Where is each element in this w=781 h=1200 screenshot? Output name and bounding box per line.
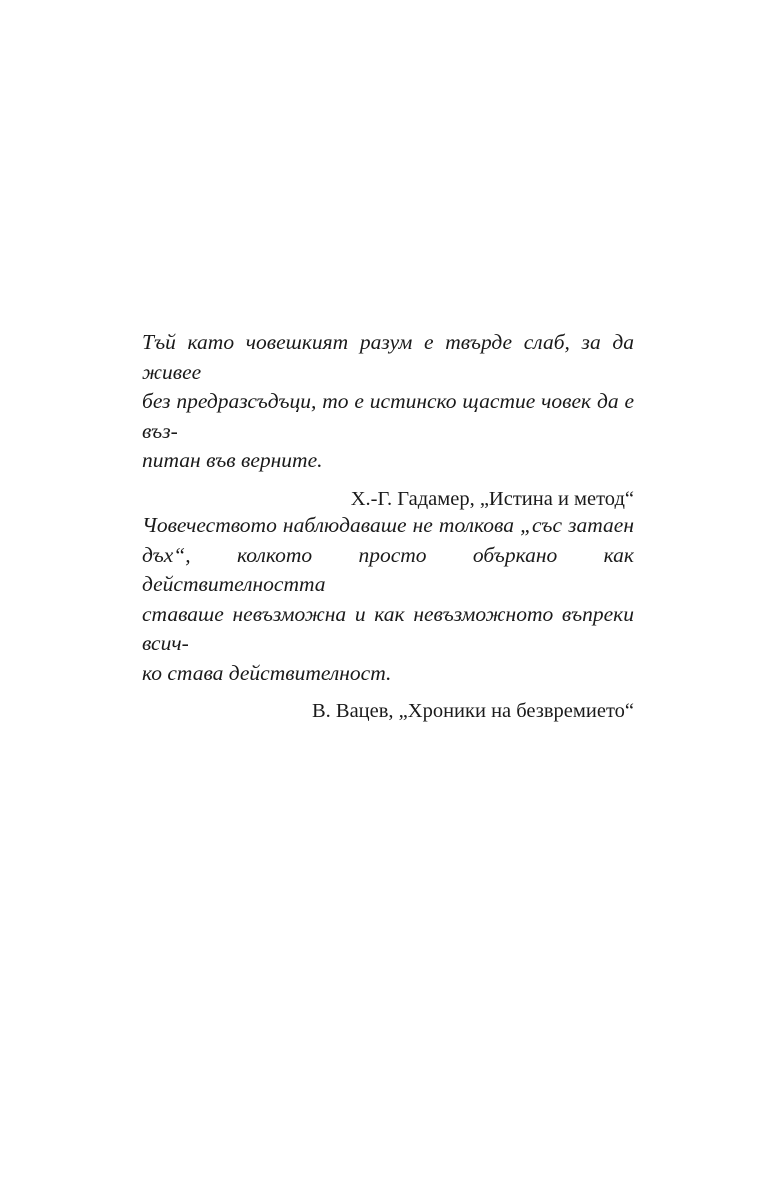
epigraph-quote bbox=[142, 328, 634, 476]
quote-line: питан във верните. bbox=[142, 448, 323, 472]
epigraph-gadamer bbox=[142, 328, 634, 513]
epigraph-attribution: Х.-Г. Гадамер, „Истина и метод“ bbox=[350, 487, 634, 510]
quote-line: Човечеството наблюдаваше не толкова „със затаен bbox=[142, 513, 634, 537]
quote-line: без предразсъдъци, то е истинско щастие човек да е въз- bbox=[142, 389, 634, 443]
epigraph-vatsev bbox=[142, 511, 634, 725]
quote-line: ко става действителност. bbox=[142, 660, 392, 685]
quote-line: Тъй като човешкият разум е твърде слаб, за да живее bbox=[142, 330, 634, 384]
quote-line: ставаше невъзможна и как невъзможното въпреки всич- bbox=[142, 601, 634, 655]
epigraph-attribution: В. Вацев, „Хроники на безвремието“ bbox=[311, 700, 634, 722]
quote-line: дъх“, колкото просто объркано как действителността bbox=[142, 542, 634, 596]
epigraph-quote bbox=[142, 511, 634, 688]
